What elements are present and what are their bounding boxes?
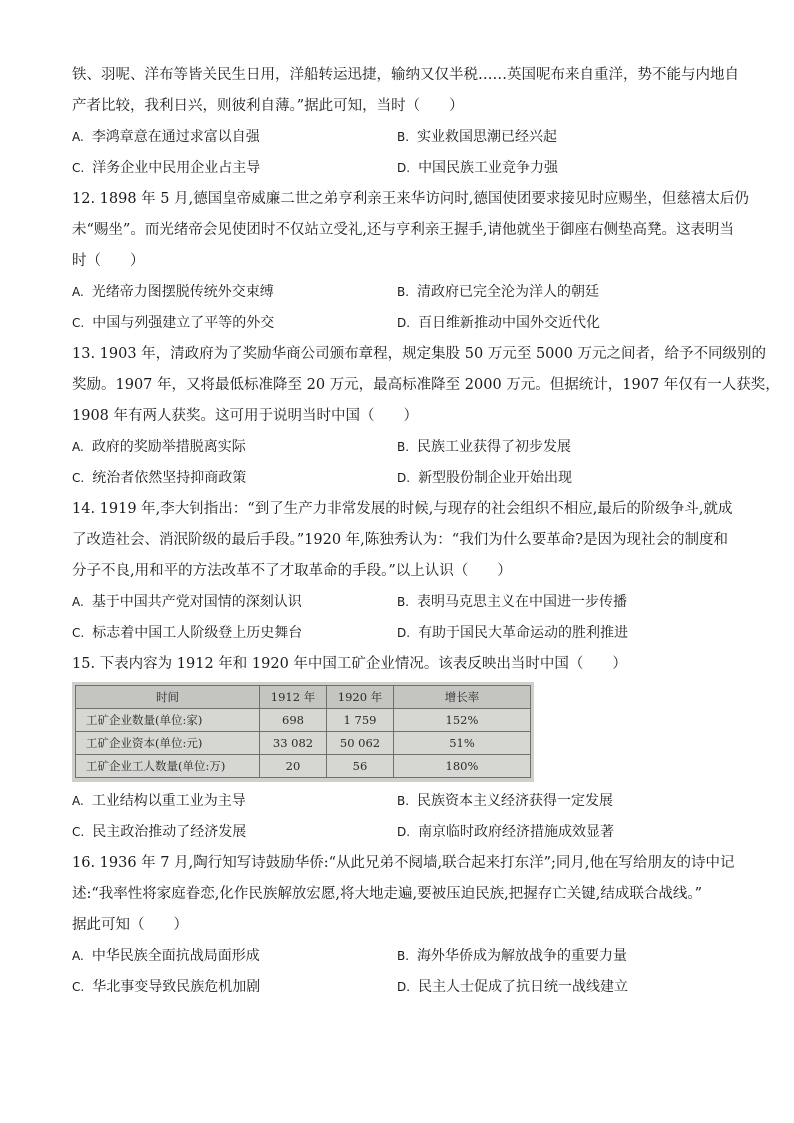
question-text-line: 了改造社会、消泯阶级的最后手段。”1920 年,陈独秀认为：“我们为什么要革命?是因为现社会的制度和 <box>72 532 728 548</box>
question-text-line: 1908 年有两人获奖。这可用于说明当时中国（ ） <box>72 408 419 424</box>
data-table-photo <box>72 682 534 782</box>
option-a[interactable]: A. 中华民族全面抗战局面形成 <box>72 948 260 964</box>
option-d[interactable]: D. 中国民族工业竞争力强 <box>397 160 559 176</box>
option-a[interactable]: A. 工业结构以重工业为主导 <box>72 793 246 809</box>
options-row <box>72 587 732 618</box>
options-row <box>72 308 732 339</box>
question-16 <box>72 848 735 1003</box>
question-text-line: 据此可知（ ） <box>72 917 188 933</box>
option-d[interactable]: D. 百日维新推动中国外交近代化 <box>397 315 601 331</box>
option-c[interactable]: C. 民主政治推动了经济发展 <box>72 824 247 840</box>
option-b[interactable]: B. 清政府已完全沦为洋人的朝廷 <box>397 284 600 300</box>
question-12 <box>72 184 749 339</box>
question-15 <box>72 649 732 848</box>
option-d[interactable]: D. 新型股份制企业开始出现 <box>397 470 573 486</box>
options-row <box>72 122 732 153</box>
option-a[interactable]: A. 光绪帝力图摆脱传统外交束缚 <box>72 284 274 300</box>
options-row <box>72 618 732 649</box>
table-header-row <box>76 686 531 709</box>
options-row <box>72 432 732 463</box>
question-text-line: 铁、羽呢、洋布等皆关民生日用，洋船转运迅捷，输纳又仅半税……英国呢布来自重洋，势不能与内地自 <box>72 67 739 83</box>
options-row <box>72 941 732 972</box>
table-cell: 工矿企业工人数量(单位:万) <box>76 755 260 778</box>
option-c[interactable]: C. 统治者依然坚持抑商政策 <box>72 470 247 486</box>
question-text-line: 未“赐坐”。而光绪帝会见使团时不仅站立受礼,还与亨利亲王握手,请他就坐于御座右侧垫高凳。这表明当 <box>72 222 735 238</box>
question-text-line: 奖励。1907 年，又将最低标准降至 20 万元，最高标准降至 2000 万元。但据统计，1907 年仅有一人获奖， <box>72 377 780 393</box>
options-row <box>72 277 732 308</box>
table-row <box>76 709 531 732</box>
question-14 <box>72 494 732 649</box>
options-row <box>72 153 732 184</box>
question-text-line: 时（ ） <box>72 253 145 269</box>
table-cell: 33 082 <box>260 732 327 755</box>
question-13 <box>72 339 780 494</box>
options-row <box>72 786 732 817</box>
question-text-line: 12. 1898 年 5 月,德国皇帝威廉二世之弟亨利亲王来华访问时,德国使团要求接见时应赐坐，但慈禧太后仍 <box>72 191 749 207</box>
table-header: 1920 年 <box>327 686 394 709</box>
option-c[interactable]: C. 标志着中国工人阶级登上历史舞台 <box>72 625 303 641</box>
option-c[interactable]: C. 洋务企业中民用企业占主导 <box>72 160 261 176</box>
question-text-line: 分子不良,用和平的方法改革不了才取革命的手段。”以上认识（ ） <box>72 563 512 579</box>
question-text-line: 述:“我率性将家庭眷恋,化作民族解放宏愿,将大地走遍,要被压迫民族,把握存亡关键,结成联合战线。” <box>72 886 703 902</box>
table-cell: 工矿企业数量(单位:家) <box>76 709 260 732</box>
options-row <box>72 972 732 1003</box>
table-cell: 50 062 <box>327 732 394 755</box>
table-cell: 698 <box>260 709 327 732</box>
question-text-line: 产者比较，我利日兴，则彼利自薄。”据此可知，当时（ ） <box>72 98 464 114</box>
options-row <box>72 463 732 494</box>
option-d[interactable]: D. 有助于国民大革命运动的胜利推进 <box>397 625 629 641</box>
question-text-line: 13. 1903 年，清政府为了奖励华商公司颁布章程，规定集股 50 万元至 5000 万元之间者，给予不同级别的 <box>72 346 766 362</box>
option-d[interactable]: D. 民主人士促成了抗日统一战线建立 <box>397 979 629 995</box>
table-cell: 51% <box>394 732 531 755</box>
option-a[interactable]: A. 政府的奖励举措脱离实际 <box>72 439 246 455</box>
option-b[interactable]: B. 实业救国思潮已经兴起 <box>397 129 558 145</box>
exam-page <box>72 60 780 1003</box>
table-cell: 1 759 <box>327 709 394 732</box>
table-header: 时间 <box>76 686 260 709</box>
table-cell: 工矿企业资本(单位:元) <box>76 732 260 755</box>
table-header: 增长率 <box>394 686 531 709</box>
data-table <box>75 685 531 778</box>
option-c[interactable]: C. 华北事变导致民族危机加剧 <box>72 979 261 995</box>
options-row <box>72 817 732 848</box>
question-text-line: 16. 1936 年 7 月,陶行知写诗鼓励华侨:“从此兄弟不阋墙,联合起来打东洋”;同月,他在写给朋友的诗中记 <box>72 855 735 871</box>
question-text-line: 15. 下表内容为 1912 年和 1920 年中国工矿企业情况。该表反映出当时中国（ ） <box>72 656 627 672</box>
table-row <box>76 732 531 755</box>
table-cell: 152% <box>394 709 531 732</box>
option-d[interactable]: D. 南京临时政府经济措施成效显著 <box>397 824 615 840</box>
option-b[interactable]: B. 海外华侨成为解放战争的重要力量 <box>397 948 628 964</box>
table-cell: 20 <box>260 755 327 778</box>
option-c[interactable]: C. 中国与列强建立了平等的外交 <box>72 315 275 331</box>
table-row <box>76 755 531 778</box>
table-header: 1912 年 <box>260 686 327 709</box>
option-b[interactable]: B. 民族工业获得了初步发展 <box>397 439 572 455</box>
table-cell: 180% <box>394 755 531 778</box>
question-text-line: 14. 1919 年,李大钊指出：“到了生产力非常发展的时候,与现存的社会组织不相应,最后的阶级争斗,就成 <box>72 501 733 517</box>
option-b[interactable]: B. 民族资本主义经济获得一定发展 <box>397 793 614 809</box>
question-prev <box>72 60 739 184</box>
table-cell: 56 <box>327 755 394 778</box>
option-a[interactable]: A. 李鸿章意在通过求富以自强 <box>72 129 260 145</box>
option-a[interactable]: A. 基于中国共产党对国情的深刻认识 <box>72 594 302 610</box>
option-b[interactable]: B. 表明马克思主义在中国进一步传播 <box>397 594 628 610</box>
